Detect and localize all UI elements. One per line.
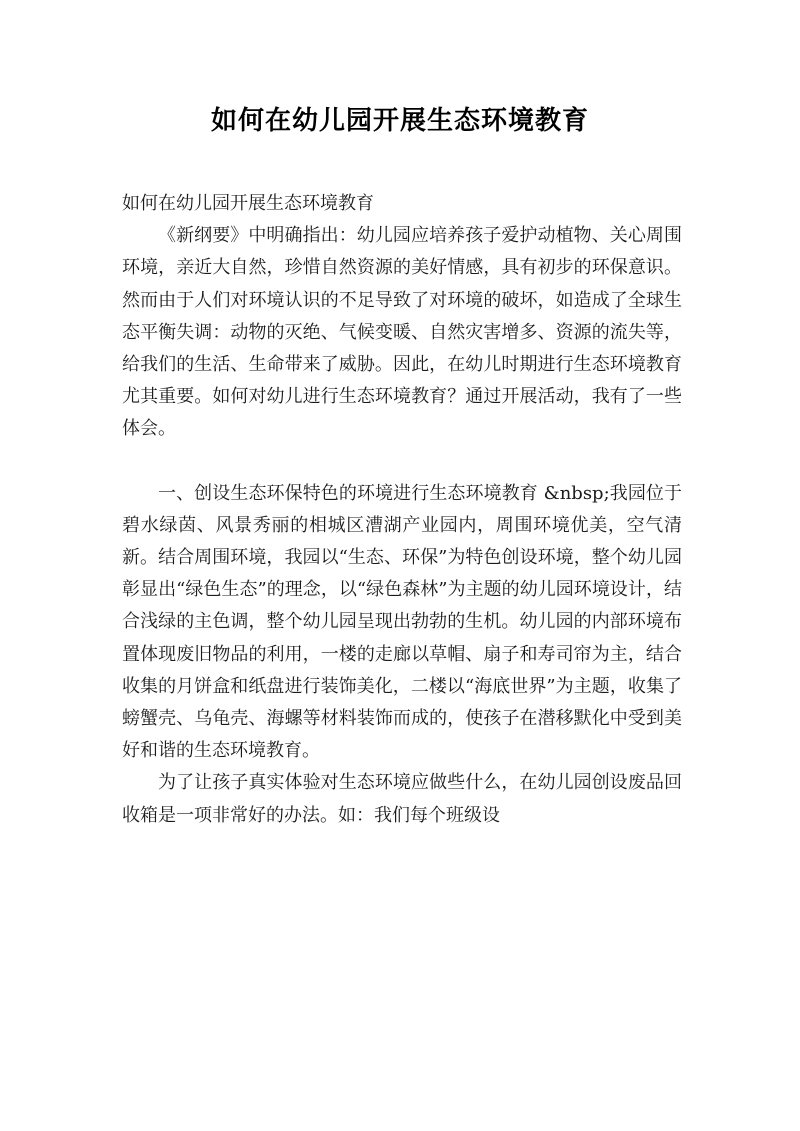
paragraph-recycling: 为了让孩子真实体验对生态环境应做些什么，在幼儿园创设废品回收箱是一项非常好的办法。如：我们每个班级设: [122, 772, 682, 826]
page-title: 如何在幼儿园开展生态环境教育: [210, 106, 589, 136]
paragraph-spacer: [122, 446, 682, 478]
document-subtitle: 如何在幼儿园开展生态环境教育: [122, 193, 374, 214]
paragraph-section-one: 一、创设生态环保特色的环境进行生态环境教育 &nbsp;我园位于碧水绿茵、风景秀丽的相城区漕湖产业园内，周围环境优美，空气清新。结合周围环境，我园以“生态、环保”为特色创设环境，整个幼儿园彰显出“绿色生态”的理念，以“绿色森林”为主题的幼儿园环境设计，结合浅绿的主色调，整个幼儿园呈现出勃勃的生机。幼儿园的内部环境布置体现废旧物品的利用，一楼的走廊以草帽、扇子和寿司帘为主，结合收集的月饼盒和纸盘进行装饰美化，二楼以“海底世界”为主题，收集了螃蟹壳、乌龟壳、海螺等材料装饰而成的，使孩子在潜移默化中受到美好和谐的生态环境教育。: [122, 482, 682, 762]
paragraph-intro: 《新纲要》中明确指出：幼儿园应培养孩子爱护动植物、关心周围环境，亲近大自然，珍惜自然资源的美好情感，具有初步的环保意识。然而由于人们对环境认识的不足导致了对环境的破坏，如造成了全球生态平衡失调：动物的灭绝、气候变暖、自然灾害增多、资源的流失等，给我们的生活、生命带来了威胁。因此，在幼儿时期进行生态环境教育尤其重要。如何对幼儿进行生态环境教育？通过开展活动，我有了一些体会。: [122, 225, 682, 440]
document-body: [122, 188, 682, 832]
